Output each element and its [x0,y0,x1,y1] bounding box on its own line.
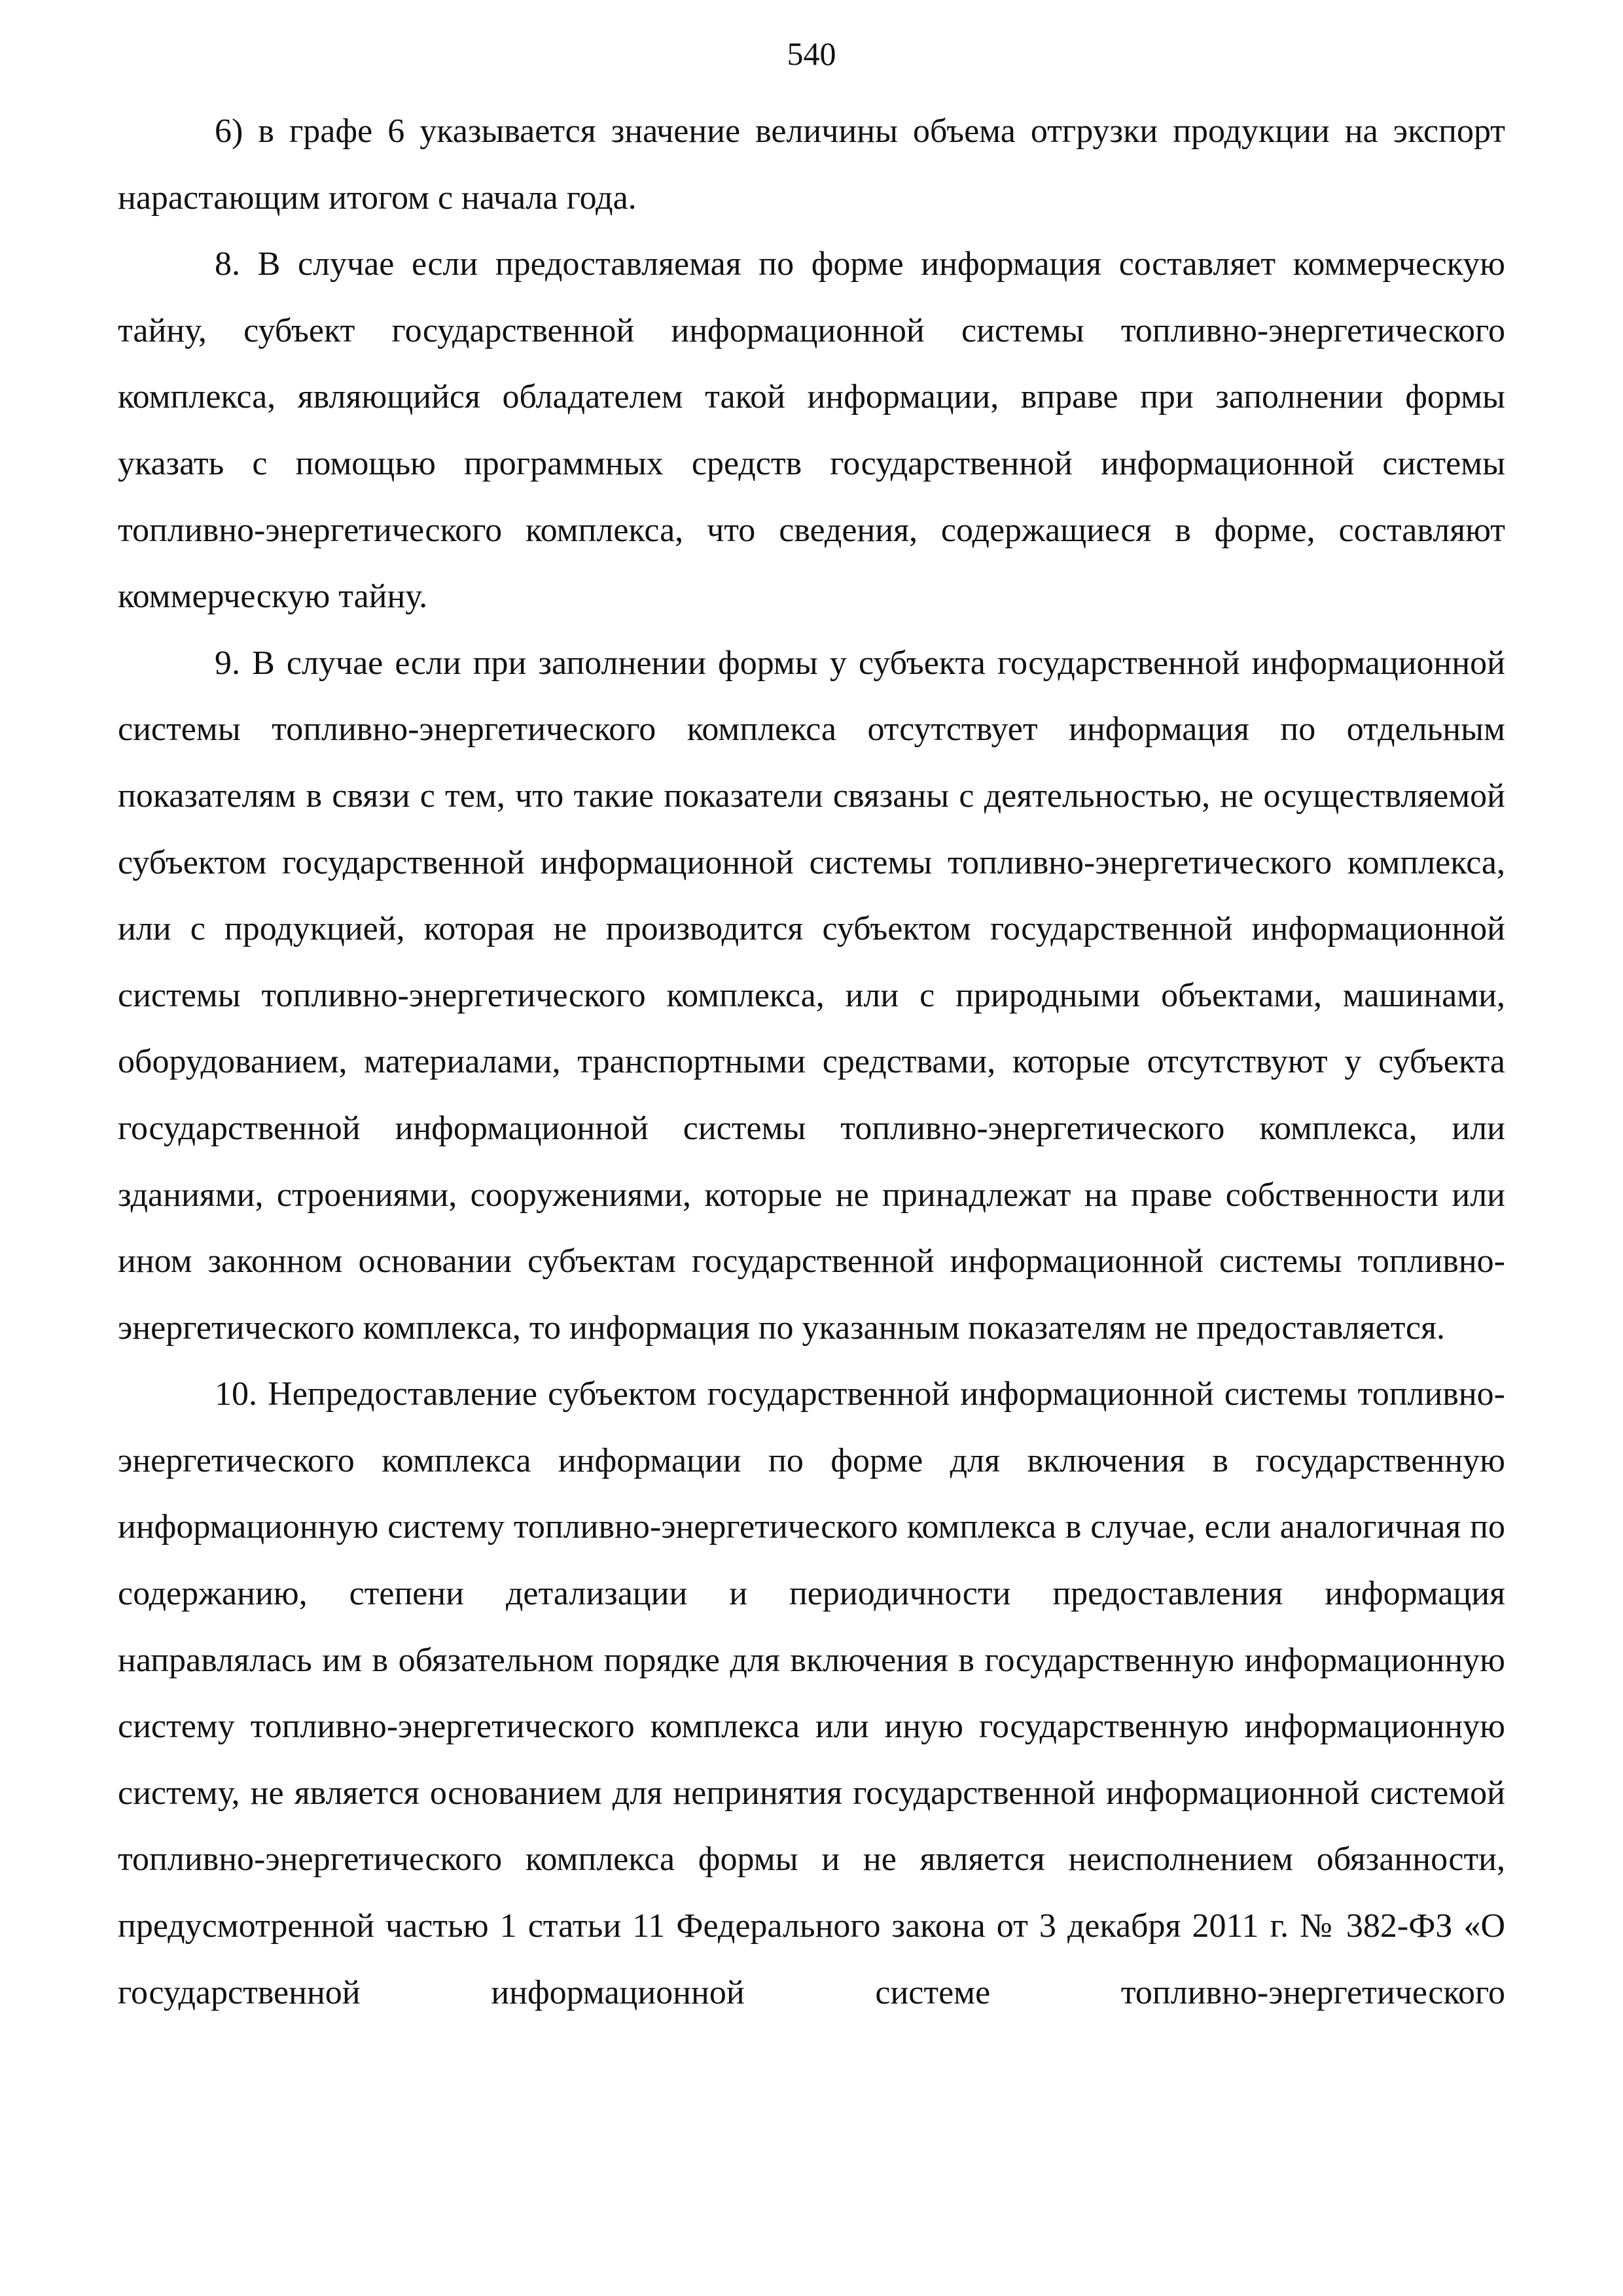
paragraph-10: 10. Непредоставление субъектом государственной информационной системы топливно-энергетического комплекса информации по форме для включения в государственную информационную систему топливно-энергетического комплекса в случае, если аналогичная по содержанию, степени детализации и периодичности предоставления информация направлялась им в обязательном порядке для включения в государственную информационную систему топливно-энергетического комплекса или иную государственную информационную систему, не является основанием для непринятия государственной информационной системой топливно-энергетического комплекса формы и не является неисполнением обязанности, предусмотренной частью 1 статьи 11 Федерального закона от 3 декабря 2011 г. № 382-ФЗ «О государственной информационной системе топливно-энергетического [118,1375,1505,2011]
paragraph-9: 9. В случае если при заполнении формы у субъекта государственной информационной системы топливно-энергетического комплекса отсутствует информация по отдельным показателям в связи с тем, что такие показатели связаны с деятельностью, не осуществляемой субъектом государственной информационной системы топливно-энергетического комплекса, или с продукцией, которая не производится субъектом государственной информационной системы топливно-энергетического комплекса, или с природными объектами, машинами, оборудованием, материалами, транспортными средствами, которые отсутствуют у субъекта государственной информационной системы топливно-энергетического комплекса, или зданиями, строениями, сооружениями, которые не принадлежат на праве собственности или ином законном основании субъектам государственной информационной системы топливно-энергетического комплекса, то информация по указанным показателям не предоставляется. [118,644,1505,1347]
paragraph-8: 8. В случае если предоставляемая по форме информация составляет коммерческую тайну, субъект государственной информационной системы топливно-энергетического комплекса, являющийся обладателем такой информации, вправе при заполнении формы указать с помощью программных средств государственной информационной системы топливно-энергетического комплекса, что сведения, содержащиеся в форме, составляют коммерческую тайну. [118,245,1505,616]
page-number: 540 [787,35,836,72]
paragraph-item-6: 6) в графе 6 указывается значение величины объема отгрузки продукции на экспорт нарастающим итогом с начала года. [118,113,1505,217]
document-body [118,98,1505,2026]
